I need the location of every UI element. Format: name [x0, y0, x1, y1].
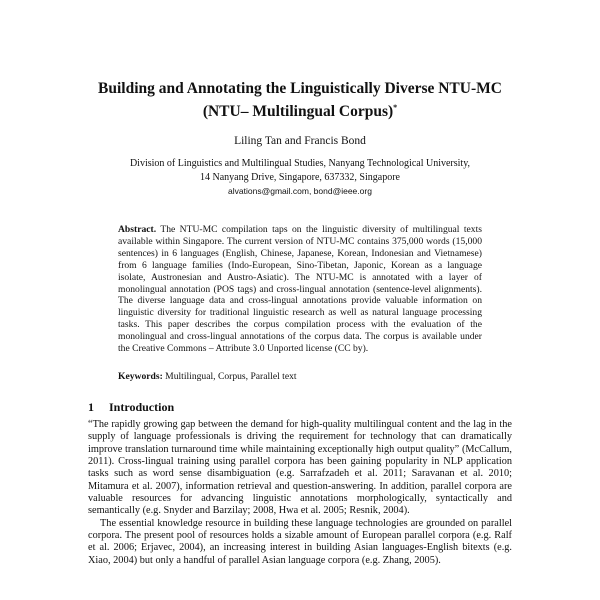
footnote-mark: *	[393, 103, 398, 112]
keywords-text: Multilingual, Corpus, Parallel text	[165, 371, 297, 382]
keywords	[118, 371, 482, 383]
keywords-label: Keywords:	[118, 371, 163, 382]
paragraph-1: “The rapidly growing gap between the demand for high-quality multilingual content and the lag in the supply of language professionals is driving the requirement for technology that can dramatically improve translation turnaround time while maintaining exceptionally high output quality” (McCallum, 2011). Cross-lingual training using parallel corpora has been gaining popularity in NLP application tasks such as word sense disambiguation (e.g. Sarrafzadeh et al. 2011; Saravanan et al. 2010; Mitamura et al. 2007), information retrieval and question-answering. In addition, parallel corpora are valuable resources for advancing linguistic annotations morphologically, syntactically and semantically (e.g. Snyder and Barzilay; 2008, Hwa et al. 2005; Resnik, 2004).	[88, 419, 512, 517]
paragraph-2: The essential knowledge resource in building these language technologies are grounded on parallel corpora. The present pool of resources holds a sizable amount of European parallel corpora (e.g. Ralf et al. 2006; Erjavec, 2004), an increasing interest in building Asian languages-English bitexts (e.g. Xiao, 2004) but only a handful of parallel Asian language corpora (e.g. Zhang, 2005).	[88, 517, 512, 566]
paper-title	[60, 79, 540, 121]
abstract-text: The NTU-MC compilation taps on the linguistic diversity of multilingual texts available within Singapore. The current version of NTU-MC contains 375,000 words (15,000 sentences) in 6 languages (English, Chinese, Japanese, Korean, Indonesian and Vietnamese) from 6 language families (Indo-European, Sino-Tibetan, Japonic, Korean as a language isolate, Austronesian and Austro-Asiatic). The NTU-MC is annotated with a layer of monolingual annotation (POS tags) and cross-lingual annotation (sentence-level alignments). The diverse language data and cross-lingual annotations provide valuable information on linguistic diversity for traditional linguistic research as well as natural language processing tasks. This paper describes the corpus compilation process with the evaluation of the monolingual and cross-lingual annotations of the corpus data. The corpus is available under the Creative Commons – Attribute 3.0 Unported license (CC by).	[118, 224, 482, 355]
affiliation-line-2: 14 Nanyang Drive, Singapore, 637332, Singapore	[200, 172, 400, 183]
authors: Liling Tan and Francis Bond	[234, 135, 366, 147]
affiliation	[60, 157, 540, 197]
section-title: Introduction	[109, 400, 175, 414]
section-heading	[88, 400, 174, 415]
abstract	[118, 224, 482, 355]
body-text	[88, 419, 512, 567]
title-line-2-text: (NTU– Multilingual Corpus)	[202, 103, 394, 121]
affiliation-line-1: Division of Linguistics and Multilingual Studies, Nanyang Technological University,	[129, 158, 471, 169]
title-line-1: Building and Annotating the Linguistically Diverse NTU-MC	[98, 80, 502, 97]
section-number: 1	[88, 400, 94, 414]
abstract-label: Abstract.	[118, 224, 157, 235]
title-line-2	[60, 98, 540, 121]
author-emails: alvations@gmail.com, bond@ieee.org	[228, 186, 372, 196]
